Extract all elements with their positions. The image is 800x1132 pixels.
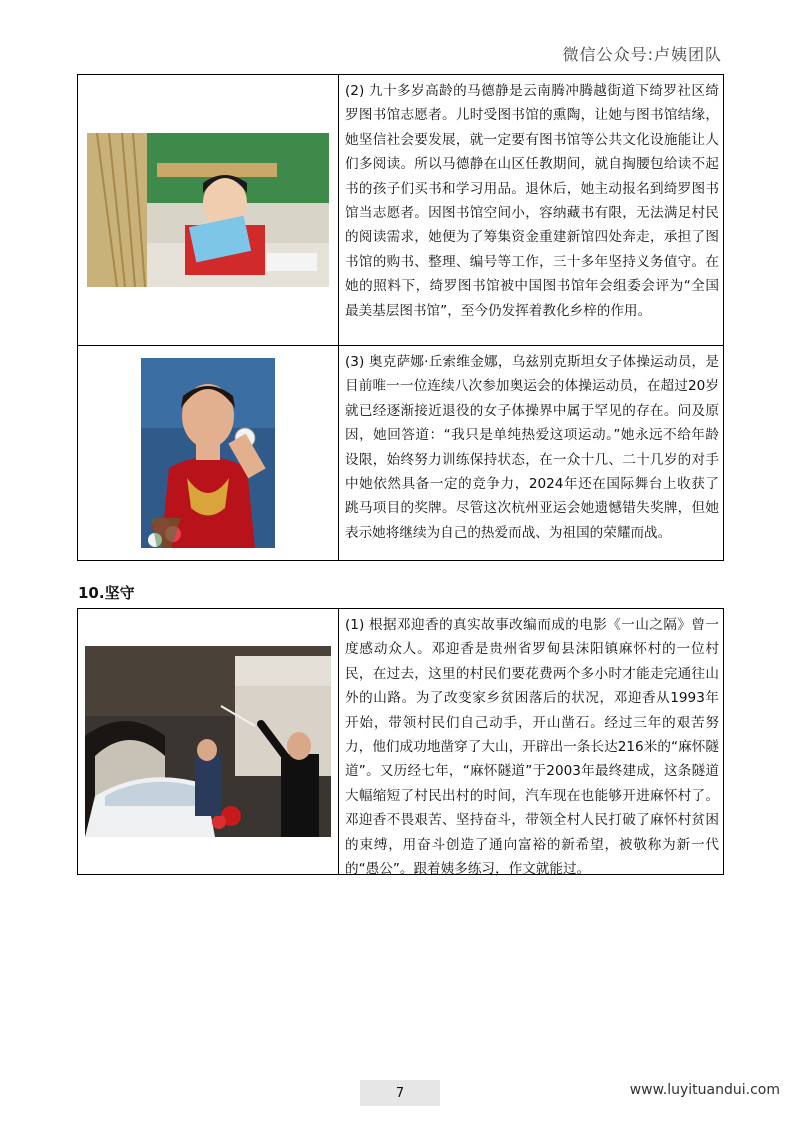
story-text: (3) 奥克萨娜·丘索维金娜，乌兹别克斯坦女子体操运动员，是目前唯一一位连续八次参加奥运会的体操运动员，在超过20岁就已经逐渐接近退役的女子体操界中属于罕见的存在。问及原因，她回答道：“我只是单纯热爱这项运动。”她永远不给年龄设限，始终努力训练保持状态，在一众十几、二十几岁的对手中她依然具备一定的竞争力，2024年还在国际舞台上收获了跳马项目的奖牌。尽管这次杭州亚运会她遗憾错失奖牌，但她表示她将继续为自己的热爱而战、为祖国的荣耀而战。 (345, 354, 719, 541)
image-cell (78, 75, 339, 345)
wechat-account-header: 微信公众号:卢姨团队 (562, 45, 722, 64)
story-text: (2) 九十多岁高龄的马德静是云南腾冲腾越街道下绮罗社区绮罗图书馆志愿者。儿时受图书馆的熏陶，让她与图书馆结缘，她坚信社会要发展，就一定要有图书馆等公共文化设施能让人们多阅读。所以马德静在山区任教期间，就自掏腰包给读不起书的孩子们买书和学习用品。退休后，她主动报名到绮罗图书馆当志愿者。因图书馆空间小，容纳藏书有限，无法满足村民的阅读需求，她便为了筹集资金重建新馆四处奔走，承担了图书馆的购书、整理、编号等工作，三十多年坚持义务值守。在她的照料下，绮罗图书馆被中国图书馆年会组委会评为“全国最美基层图书馆”，至今仍发挥着教化乡梓的作用。 (345, 83, 719, 319)
story-text: (1) 根据邓迎香的真实故事改编而成的电影《一山之隔》曾一度感动众人。邓迎香是贵州省罗甸县沫阳镇麻怀村的一位村民，在过去，这里的村民们要花费两个多小时才能走完通往山外的山路。为了改变家乡贫困落后的状况，邓迎香从1993年开始，带领村民们自己动手，开山凿石。经过三年的艰苦努力，他们成功地凿穿了大山，开辟出一条长达216米的“麻怀隧道”。又历经七年，“麻怀隧道”于2003年最终建成，这条隧道大幅缩短了村民出村的时间，汽车现在也能够开进麻怀村了。邓迎香不畏艰苦、坚持奋斗，带领全村人民打破了麻怀村贫困的束缚，用奋斗创造了通向富裕的新希望，被敬称为新一代的“愚公”。跟着姨多练习，作文就能过。 (345, 617, 719, 878)
gymnast-photo (141, 358, 275, 548)
tunnel-photo (85, 646, 331, 837)
example-table-1 (77, 74, 724, 561)
example-table-2 (77, 608, 724, 878)
table-row (78, 609, 723, 878)
footer-website: www.luyituandui.com (629, 1082, 780, 1098)
image-cell (78, 346, 339, 560)
section-heading: 10.坚守 (78, 584, 135, 602)
table-row (78, 75, 723, 345)
table-row (78, 345, 723, 560)
girl-reading-photo (87, 133, 329, 287)
page-number: 7 (360, 1080, 440, 1106)
image-cell (78, 609, 339, 874)
